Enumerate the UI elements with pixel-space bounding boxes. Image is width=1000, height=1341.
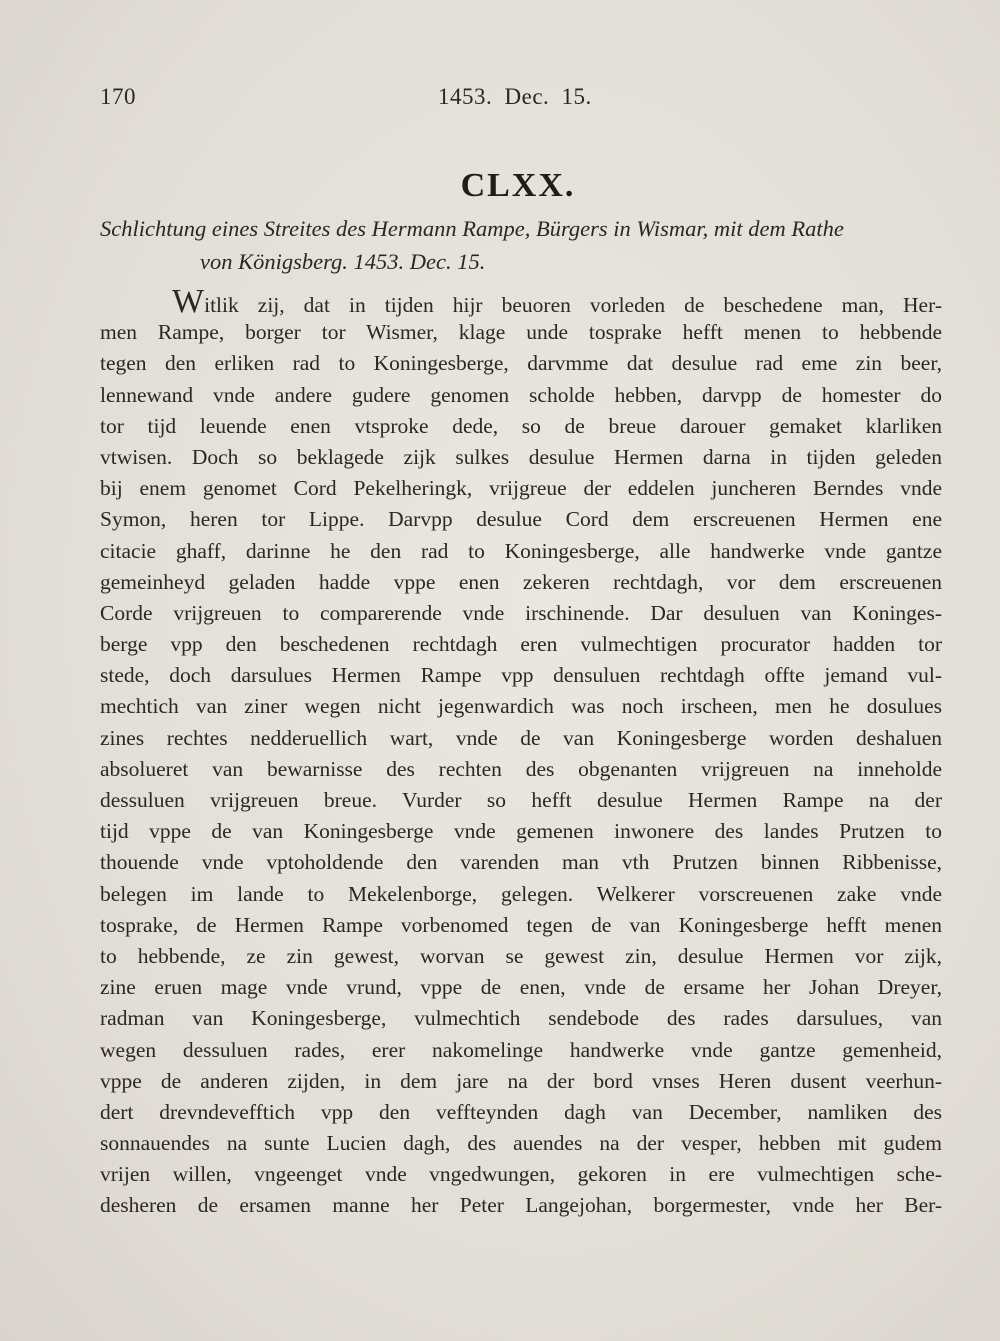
running-header [100,84,940,118]
body-line: gemeinheyd geladen hadde vppe enen zekeren rechtdagh, vor dem erscreuenen [100,569,942,594]
body-line: zine eruen mage vnde vrund, vppe de enen, vnde de ersame her Johan Dreyer, [100,975,942,1000]
running-head-date: 1453. Dec. 15. [438,84,592,109]
body-line: radman van Koningesberge, vulmechtich sendebode des rades darsulues, van [100,1006,942,1031]
body-line: dert drevndevefftich vpp den veffteynden dagh van December, namliken des [100,1099,942,1124]
body-line: thouende vnde vptoholdende den varenden man vth Prutzen binnen Ribbenisse, [100,850,942,875]
body-line: lennewand vnde andere gudere genomen scholde hebben, darvpp de homester do [100,382,942,407]
body-line: mechtich van ziner wegen nicht jegenwardich was noch irscheen, men he dosulues [100,694,942,719]
body-line: belegen im lande to Mekelenborge, gelegen. Welkerer vorscreuenen zake vnde [100,881,942,906]
body-line: vppe de anderen zijden, in dem jare na der bord vnses Heren dusent veerhun- [100,1068,942,1093]
document-title-line-2: von Königsberg. 1453. Dec. 15. [200,249,486,274]
body-line: vrijen willen, vngeenget vnde vngedwungen, gekoren in ere vulmechtigen sche- [100,1162,942,1187]
body-line: tegen den erliken rad to Koningesberge, darvmme dat desulue rad eme zin beer, [100,351,942,376]
body-line: berge vpp den beschedenen rechtdagh eren vulmechtigen procurator hadden tor [100,632,942,657]
body-line: Symon, heren tor Lippe. Darvpp desulue Cord dem erscreuenen Hermen ene [100,507,942,532]
body-line: men Rampe, borger tor Wismer, klage unde tosprake hefft menen to hebbende [100,320,942,345]
body-line: stede, doch darsulues Hermen Rampe vpp densuluen rechtdagh offte jemand vul- [100,663,942,688]
body-line: absolueret van bewarnisse des rechten des obgenanten vrijgreuen na inneholde [100,756,942,781]
body-line: wegen dessuluen rades, erer nakomelinge handwerke vnde gantze gemenheid, [100,1037,942,1062]
body-text [100,286,942,1222]
first-line-text: itlik zij, dat in tijden hijr beuoren vorleden de beschedene man, Her- [204,293,942,317]
page-number: 170 [100,84,136,109]
body-line: zines rechtes nedderuellich wart, vnde de van Koningesberge worden deshaluen [100,725,942,750]
body-line: bij enem genomet Cord Pekelheringk, vrijgreue der eddelen juncheren Berndes vnde [100,476,942,501]
document-title [100,212,942,278]
body-line: tijd vppe de van Koningesberge vnde gemenen inwonere des landes Prutzen to [100,819,942,844]
body-line: vtwisen. Doch so beklagede zijk sulkes desulue Hermen darna in tijden geleden [100,444,942,469]
document-number: CLXX. [460,167,576,204]
body-line: citacie ghaff, darinne he den rad to Koningesberge, alle handwerke vnde gantze [100,538,942,563]
body-first-line [100,286,942,317]
body-line: tosprake, de Hermen Rampe vorbenomed tegen de van Koningesberge hefft menen [100,912,942,937]
body-line: Corde vrijgreuen to comparerende vnde irschinende. Dar desuluen van Koninges- [100,600,942,625]
initial-letter: W [172,286,205,318]
body-line: sonnauendes na sunte Lucien dagh, des auendes na der vesper, hebben mit gudem [100,1131,942,1156]
document-title-line-1: Schlichtung eines Streites des Hermann Rampe, Bürgers in Wismar, mit dem Rathe [100,216,844,241]
body-line: to hebbende, ze zin gewest, worvan se gewest zin, desulue Hermen vor zijk, [100,943,942,968]
body-line: dessuluen vrijgreuen breue. Vurder so hefft desulue Hermen Rampe na der [100,788,942,812]
body-line: desheren de ersamen manne her Peter Langejohan, borgermester, vnde her Ber- [100,1193,942,1218]
body-line: tor tijd leuende enen vtsproke dede, so de breue darouer gemaket klarliken [100,413,942,438]
